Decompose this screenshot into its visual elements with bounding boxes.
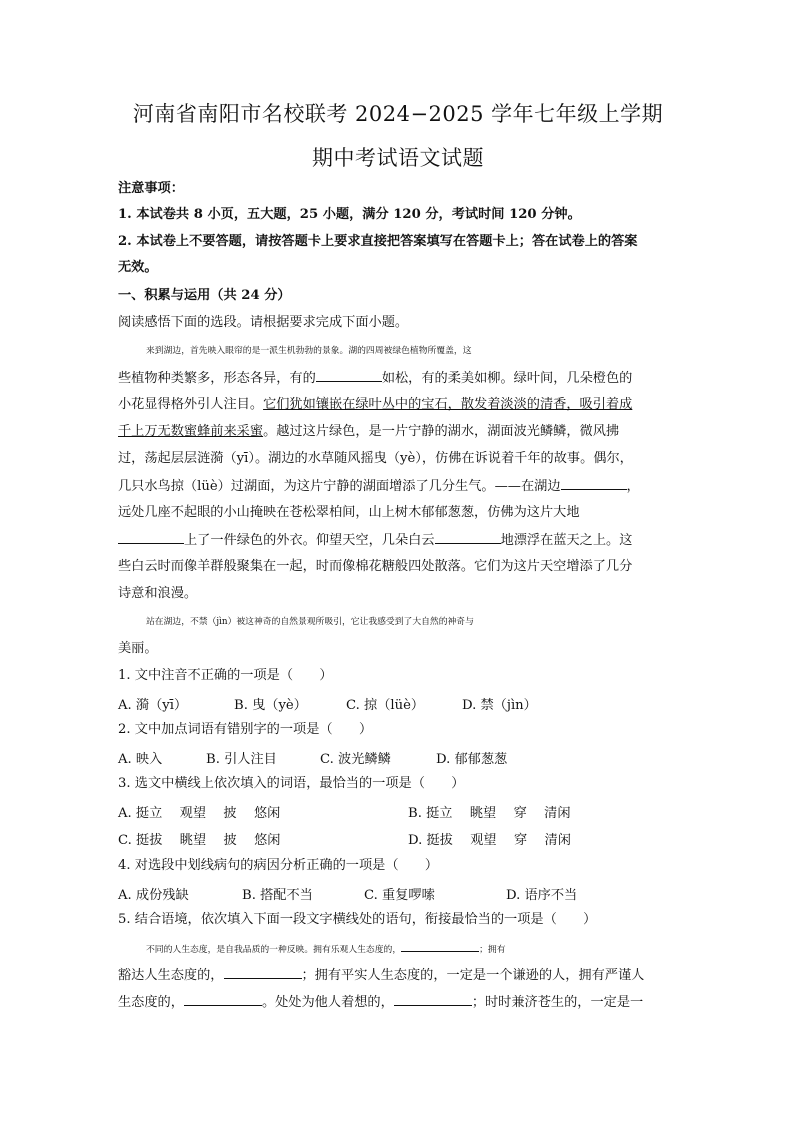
- answer-blank: [316, 369, 382, 382]
- question-4: 4. 对选段中划线病句的病因分析正确的一项是（ ）: [118, 858, 439, 873]
- answer-blank: [118, 531, 184, 544]
- q4-option-c[interactable]: C. 重复啰嗦: [364, 888, 435, 903]
- passage-line: 美丽。: [118, 641, 158, 656]
- question-2: 2. 文中加点词语有错别字的一项是（ ）: [118, 722, 373, 737]
- q3-option-b[interactable]: B. 挺立 眺望 穿 清闲: [408, 806, 571, 821]
- answer-blank: [224, 966, 302, 979]
- passage-line: 小花显得格外引人注目。它们犹如镶嵌在绿叶丛中的宝石，散发着淡淡的清香，吸引着成: [118, 397, 633, 412]
- passage-line: 来到湖边，首先映入眼帘的是一派生机勃勃的景象。湖的四周被绿色植物所覆盖，这: [146, 346, 472, 356]
- answer-blank: [435, 531, 501, 544]
- answer-blank: [561, 477, 627, 490]
- question-5: 5. 结合语境，依次填入下面一段文字横线处的语句，衔接最恰当的一项是（ ）: [118, 912, 597, 927]
- notice-item-2: 2. 本试卷上不要答题，请按答题卡上要求直接把答案填写在答题卡上；答在试卷上的答案: [118, 234, 638, 249]
- passage-line: 千上万无数蜜蜂前来采蜜。越过这片绿色，是一片宁静的湖水，湖面波光鳞鳞，微风拂: [118, 424, 620, 439]
- passage-line: 过，荡起层层涟漪（yī）。湖边的水草随风摇曳（yè），仿佛在诉说着千年的故事。偶尔，: [118, 451, 633, 466]
- answer-blank: [394, 993, 472, 1006]
- q2-option-c[interactable]: C. 波光鳞鳞: [320, 752, 391, 767]
- q3-option-a[interactable]: A. 挺立 观望 披 悠闲: [118, 806, 281, 821]
- question-5-text: 豁达人生态度的， ；拥有平实人生态度的，一定是一个谦逊的人，拥有严谨人: [118, 968, 645, 983]
- q1-option-a[interactable]: A. 漪（yī）: [118, 698, 188, 713]
- answer-blank: [184, 993, 262, 1006]
- q4-option-b[interactable]: B. 搭配不当: [242, 888, 313, 903]
- notice-heading: 注意事项：: [118, 181, 184, 196]
- notice-item-1: 1. 本试卷共 8 小页，五大题，25 小题，满分 120 分，考试时间 120 分钟。: [118, 207, 581, 222]
- notice-item-2-cont: 无效。: [118, 260, 158, 275]
- q1-option-d[interactable]: D. 禁（jìn）: [462, 698, 537, 713]
- passage-line: 几只水鸟掠（lüè）过湖面，为这片宁静的湖面增添了几分生气。——在湖边 ，: [118, 479, 640, 494]
- section-intro: 阅读感悟下面的选段。请根据要求完成下面小题。: [118, 315, 409, 330]
- q2-option-b[interactable]: B. 引人注目: [206, 752, 277, 767]
- question-5-text: 不同的人生态度，是自我品质的一种反映。拥有乐观人生态度的， ；拥有: [118, 939, 706, 959]
- answer-blank: [401, 939, 479, 952]
- passage-line: 诗意和浪漫。: [118, 586, 198, 601]
- question-3: 3. 选文中横线上依次填入的词语，最恰当的一项是（ ）: [118, 776, 465, 791]
- q2-option-d[interactable]: D. 郁郁葱葱: [436, 752, 508, 767]
- passage-line: 些植物种类繁多，形态各异，有的 如松，有的柔美如柳。绿叶间，几朵橙色的: [118, 371, 633, 386]
- passage-line: 些白云时而像羊群般聚集在一起，时而像棉花糖般四处散落。它们为这片天空增添了几分: [118, 559, 633, 574]
- underlined-sentence: 千上万无数蜜蜂前来采蜜: [118, 424, 264, 439]
- q2-option-a[interactable]: A. 映入: [118, 752, 163, 767]
- underlined-sentence: 它们犹如镶嵌在绿叶丛中的宝石，散发着淡淡的清香，吸引着成: [263, 397, 633, 412]
- exam-subtitle: 期中考试语文试题: [312, 146, 484, 170]
- q3-option-d[interactable]: D. 挺拔 观望 穿 清闲: [408, 833, 571, 848]
- exam-title: 河南省南阳市名校联考 2024−2025 学年七年级上学期: [132, 102, 664, 126]
- passage-line: 上了一件绿色的外衣。仰望天空，几朵白云 地漂浮在蓝天之上。这: [118, 531, 678, 550]
- q1-option-b[interactable]: B. 曳（yè）: [234, 698, 307, 713]
- question-5-text: 生态度的， 。处处为他人着想的， ；时时兼济苍生的，一定是一: [118, 995, 644, 1010]
- passage-line: 站在湖边，不禁（jìn）被这神奇的自然景观所吸引，它让我感受到了大自然的神奇与: [146, 617, 474, 627]
- question-1: 1. 文中注音不正确的一项是（ ）: [118, 668, 333, 683]
- q1-option-c[interactable]: C. 掠（lüè）: [346, 698, 425, 713]
- section-heading: 一、积累与运用（共 24 分）: [118, 288, 291, 303]
- q4-option-d[interactable]: D. 语序不当: [506, 888, 578, 903]
- q4-option-a[interactable]: A. 成份残缺: [118, 888, 189, 903]
- q3-option-c[interactable]: C. 挺拔 眺望 披 悠闲: [118, 833, 281, 848]
- passage-line: 远处几座不起眼的小山掩映在苍松翠柏间，山上树木郁郁葱葱，仿佛为这片大地: [118, 505, 580, 520]
